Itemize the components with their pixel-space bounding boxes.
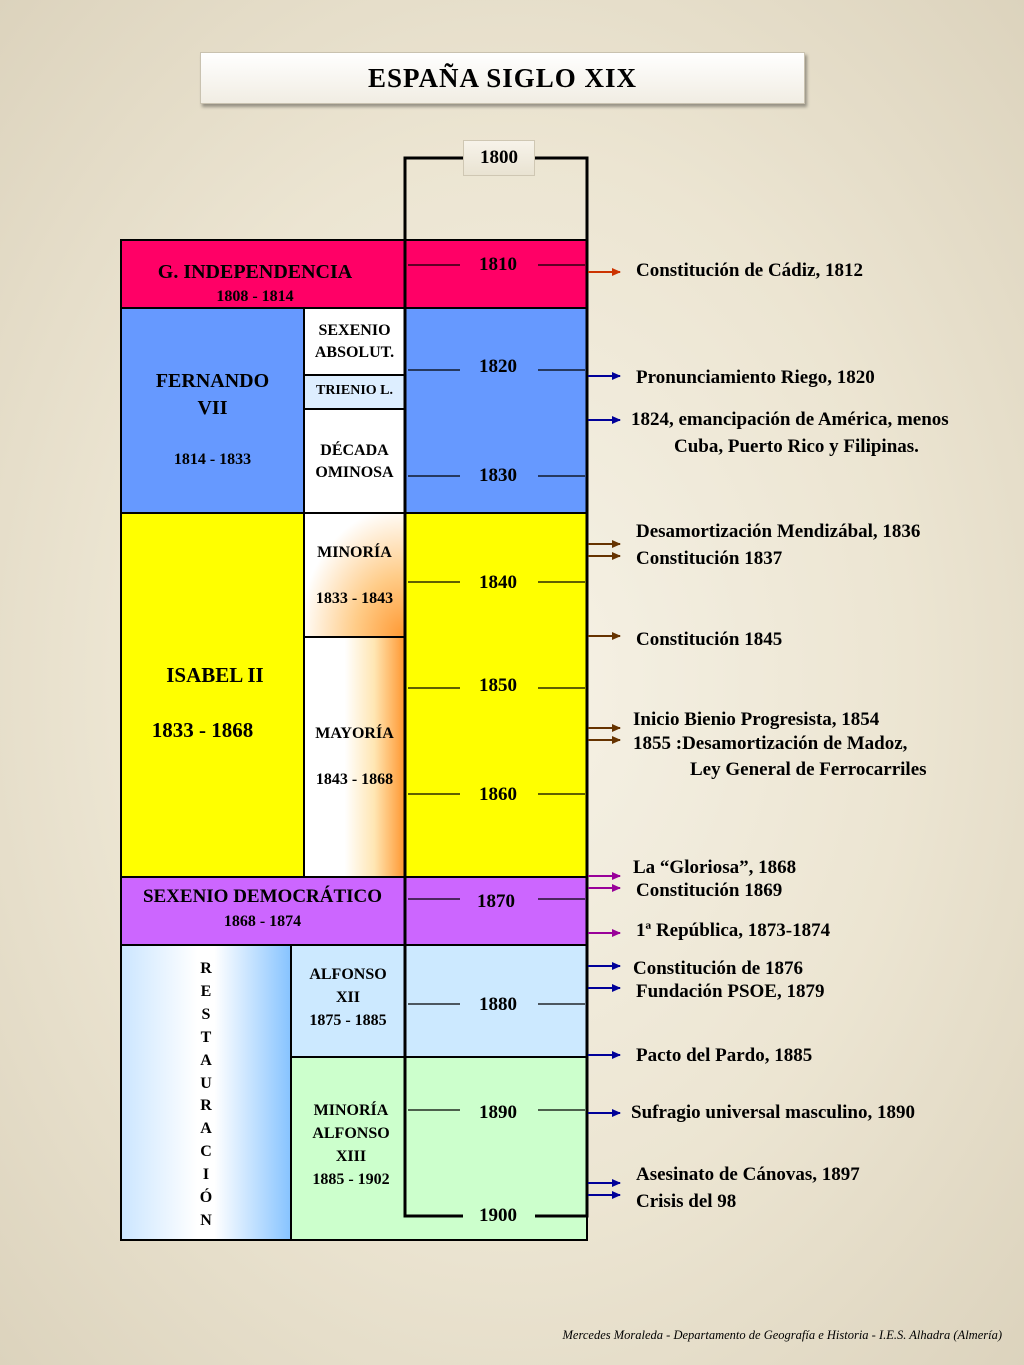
year-1870-label: 1870 xyxy=(477,891,515,912)
year-1830-label: 1830 xyxy=(479,465,517,486)
year-1850-label: 1850 xyxy=(479,675,517,696)
period-sexenio-democratico-dates: 1868 - 1874 xyxy=(223,913,302,930)
restauracion-letter: T xyxy=(200,1028,212,1046)
event-la-gloriosa: La “Gloriosa”, 1868 xyxy=(633,857,797,878)
restauracion-letter: A xyxy=(200,1120,212,1138)
restauracion-letter: E xyxy=(200,982,212,1000)
event-constitucion-cadiz: Constitución de Cádiz, 1812 xyxy=(636,260,863,281)
event-sufragio-universal: Sufragio universal masculino, 1890 xyxy=(631,1102,915,1123)
restauracion-letter: I xyxy=(202,1166,210,1184)
subperiod-mayoria-name: MAYORÍA xyxy=(315,725,394,742)
event-fundacion-psoe: Fundación PSOE, 1879 xyxy=(636,981,825,1002)
restauracion-letter: U xyxy=(200,1074,212,1092)
year-1890-label: 1890 xyxy=(479,1102,517,1123)
restauracion-letter: A xyxy=(200,1051,212,1069)
subperiod-trienio-label: TRIENIO L. xyxy=(315,383,394,398)
subperiod-alfonso13-name2: ALFONSO xyxy=(312,1125,390,1142)
period-fernando-name: FERNANDO VII xyxy=(155,370,270,419)
event-desamortizacion-mendizabal: Desamortización Mendizábal, 1836 xyxy=(636,521,921,542)
year-1800-label: 1800 xyxy=(463,140,535,176)
restauracion-letter: S xyxy=(201,1005,211,1023)
year-1880-label: 1880 xyxy=(479,994,517,1015)
event-pronunciamiento-riego: Pronunciamiento Riego, 1820 xyxy=(636,367,875,388)
year-1810-label: 1810 xyxy=(479,254,517,275)
subperiod-alfonso12-dates: 1875 - 1885 xyxy=(309,1012,387,1029)
event-emancipacion-america-line2: Cuba, Puerto Rico y Filipinas. xyxy=(674,436,919,457)
subperiod-decada-ominosa-label: DÉCADA OMINOSA xyxy=(315,442,394,481)
period-sexenio-democratico-name: SEXENIO DEMOCRÁTICO xyxy=(142,886,383,907)
restauracion-letter: Ó xyxy=(199,1189,213,1207)
event-constitucion-1869: Constitución 1869 xyxy=(636,880,783,901)
subperiod-alfonso12-name1: ALFONSO xyxy=(309,966,387,983)
subperiod-alfonso12-name2: XII xyxy=(335,989,360,1006)
event-desamortizacion-madoz: 1855 :Desamortización de Madoz, xyxy=(633,733,908,754)
year-1820-label: 1820 xyxy=(479,356,517,377)
event-bienio-progresista: Inicio Bienio Progresista, 1854 xyxy=(633,709,880,730)
event-emancipacion-america: 1824, emancipación de América, menos xyxy=(631,409,949,430)
subperiod-alfonso13-dates: 1885 - 1902 xyxy=(312,1171,390,1188)
period-isabel-dates: 1833 - 1868 xyxy=(151,718,254,742)
period-isabel-name: ISABEL II xyxy=(166,663,264,687)
event-constitucion-1845: Constitución 1845 xyxy=(636,629,783,650)
period-independencia-dates: 1808 - 1814 xyxy=(216,288,294,305)
event-constitucion-1837: Constitución 1837 xyxy=(636,548,783,569)
page-title: ESPAÑA SIGLO XIX xyxy=(200,52,805,104)
period-independencia-name: G. INDEPENDENCIA xyxy=(157,261,353,283)
event-crisis-98: Crisis del 98 xyxy=(636,1191,737,1212)
event-pacto-pardo: Pacto del Pardo, 1885 xyxy=(636,1045,813,1066)
year-1840-label: 1840 xyxy=(479,572,517,593)
restauracion-letter: C xyxy=(200,1143,212,1161)
subperiod-mayoria-dates: 1843 - 1868 xyxy=(315,771,394,788)
event-asesinato-canovas: Asesinato de Cánovas, 1897 xyxy=(636,1164,860,1185)
restauracion-letter: R xyxy=(200,1097,212,1115)
footer-credit: Mercedes Moraleda - Departamento de Geografía e Historia - I.E.S. Alhadra (Almería) xyxy=(562,1328,1002,1342)
event-ley-ferrocarriles: Ley General de Ferrocarriles xyxy=(690,759,927,780)
event-primera-republica: 1ª República, 1873-1874 xyxy=(636,920,831,941)
year-1860-label: 1860 xyxy=(479,784,517,805)
year-1900-label: 1900 xyxy=(479,1205,517,1226)
restauracion-letter: N xyxy=(200,1211,212,1229)
period-fernando-dates: 1814 - 1833 xyxy=(173,451,252,468)
restauracion-letter: R xyxy=(200,960,212,977)
subperiod-minoria-dates: 1833 - 1843 xyxy=(315,590,394,607)
event-constitucion-1876: Constitución de 1876 xyxy=(633,958,803,979)
subperiod-alfonso13-name1: MINORÍA xyxy=(313,1102,389,1119)
subperiod-alfonso13-name3: XIII xyxy=(335,1148,367,1165)
subperiod-minoria-name: MINORÍA xyxy=(317,544,392,561)
subperiod-sexenio-absolutista-label: SEXENIO ABSOLUT. xyxy=(314,322,395,361)
